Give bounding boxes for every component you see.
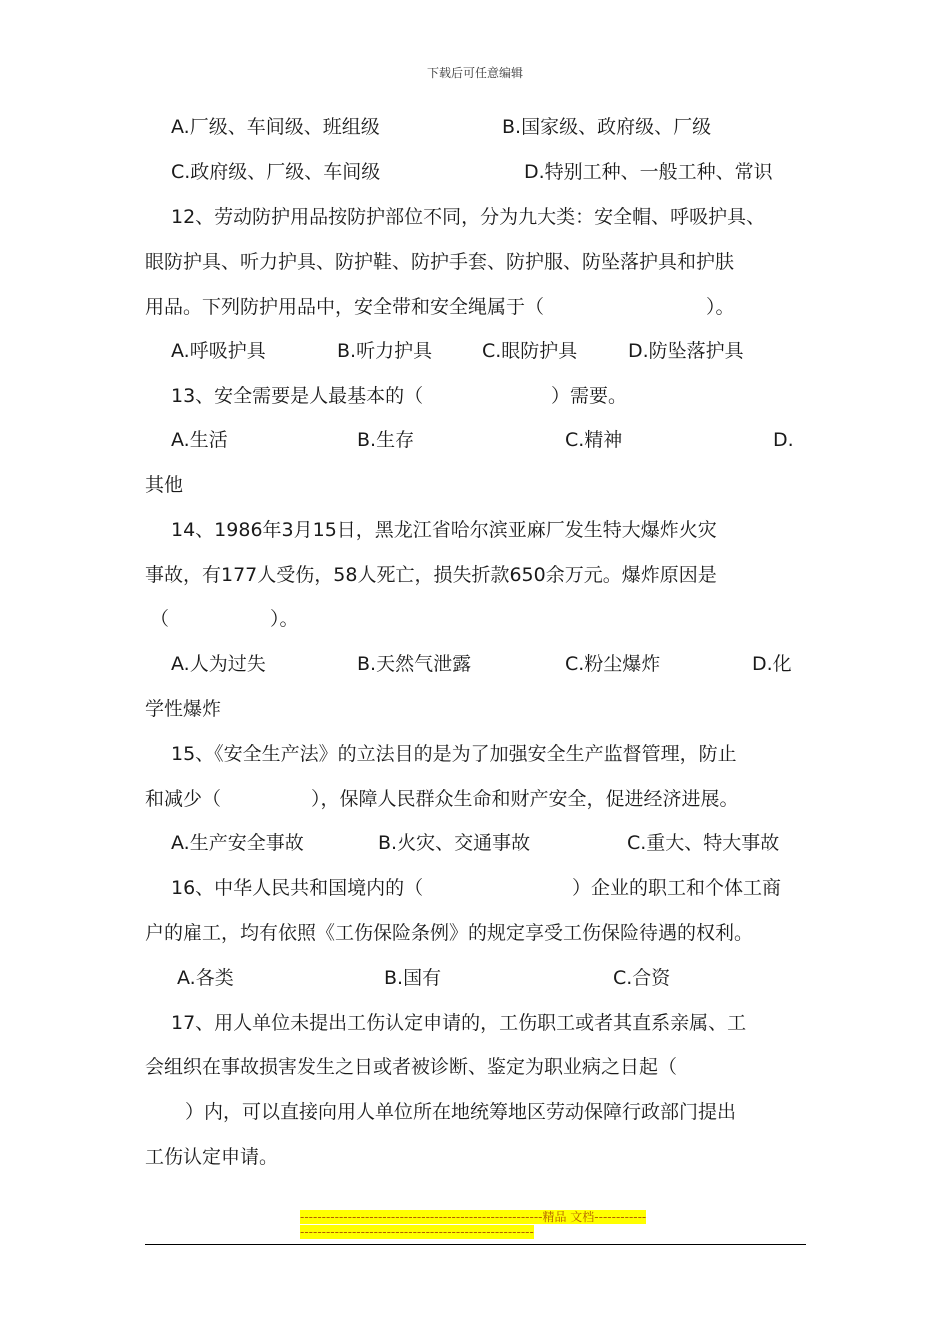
q14-text-line: 事故，有177人受伤，58人死亡，损失折款650余万元。爆炸原因是 (145, 564, 717, 586)
q17-text-line: 工伤认定申请。 (145, 1146, 279, 1168)
footer-watermark (300, 1210, 650, 1240)
q14-option-d-cont: 学性爆炸 (145, 698, 222, 720)
q14-option-d: D.化 (752, 653, 792, 675)
q15-option-c: C.重大、特大事故 (627, 832, 780, 854)
q13-option-d: D. (773, 429, 794, 451)
q14-option-a: A.人为过失 (171, 653, 266, 675)
q12-text-line: 用品。下列防护用品中，安全带和安全绳属于（ (145, 296, 545, 318)
q13-text-line-end: ）需要。 (551, 385, 628, 407)
q11-option-c: C.政府级、厂级、车间级 (171, 161, 381, 183)
q12-text-line: 眼防护具、听力护具、防护鞋、防护手套、防护服、防坠落护具和护肤 (145, 251, 735, 273)
q11-option-b: B.国家级、政府级、厂级 (502, 116, 712, 138)
q16-option-a: A.各类 (177, 967, 234, 989)
q14-text-line-end: ）。 (270, 608, 299, 630)
q14-text-line: 14、1986年3月15日，黑龙江省哈尔滨亚麻厂发生特大爆炸火灾 (171, 519, 717, 541)
q16-text-line: 16、中华人民共和国境内的（ (171, 877, 424, 899)
q12-text-line: 12、劳动防护用品按防护部位不同，分为九大类：安全帽、呼吸护具、 (171, 206, 766, 228)
page-header: 下载后可任意编辑 (426, 66, 523, 80)
q13-option-b: B.生存 (357, 429, 415, 451)
q16-text-line: 户的雇工，均有依照《工伤保险条例》的规定享受工伤保险待遇的权利。 (145, 922, 754, 944)
q16-option-c: C.合资 (613, 967, 671, 989)
footer-watermark-text: --------------------------------------------------------精品 文档------------------------------------------------------------------ (300, 1210, 647, 1239)
q12-option-c: C.眼防护具 (482, 340, 578, 362)
q13-option-a: A.生活 (171, 429, 228, 451)
q13-option-c: C.精神 (565, 429, 623, 451)
q12-option-d: D.防坠落护具 (628, 340, 744, 362)
q15-text-line-end: ），保障人民群众生命和财产安全，促进经济进展。 (311, 788, 739, 810)
q15-option-a: A.生产安全事故 (171, 832, 304, 854)
footer-divider (145, 1244, 806, 1245)
q14-option-c: C.粉尘爆炸 (565, 653, 661, 675)
q13-text-line: 13、安全需要是人最基本的（ (171, 385, 424, 407)
q12-option-b: B.听力护具 (337, 340, 433, 362)
q14-option-b: B.天然气泄露 (357, 653, 472, 675)
q17-text-line: ）内，可以直接向用人单位所在地统筹地区劳动保障行政部门提出 (185, 1101, 737, 1123)
q16-text-line-end: ）企业的职工和个体工商 (572, 877, 782, 899)
q15-text-line: 15、《安全生产法》的立法目的是为了加强安全生产监督管理，防止 (171, 743, 737, 765)
q12-option-a: A.呼吸护具 (171, 340, 266, 362)
q11-option-a: A.厂级、车间级、班组级 (171, 116, 380, 138)
q13-option-d-cont: 其他 (145, 474, 184, 496)
q17-text-line: 会组织在事故损害发生之日或者被诊断、鉴定为职业病之日起（ (145, 1056, 678, 1078)
q17-text-line: 17、用人单位未提出工伤认定申请的，工伤职工或者其直系亲属、工 (171, 1012, 747, 1034)
q11-option-d: D.特别工种、一般工种、常识 (524, 161, 773, 183)
q15-option-b: B.火灾、交通事故 (378, 832, 531, 854)
q14-text-line: （ (150, 608, 170, 630)
q12-text-line-end: ）。 (706, 296, 735, 318)
q15-text-line: 和减少（ (145, 788, 222, 810)
q16-option-b: B.国有 (384, 967, 442, 989)
